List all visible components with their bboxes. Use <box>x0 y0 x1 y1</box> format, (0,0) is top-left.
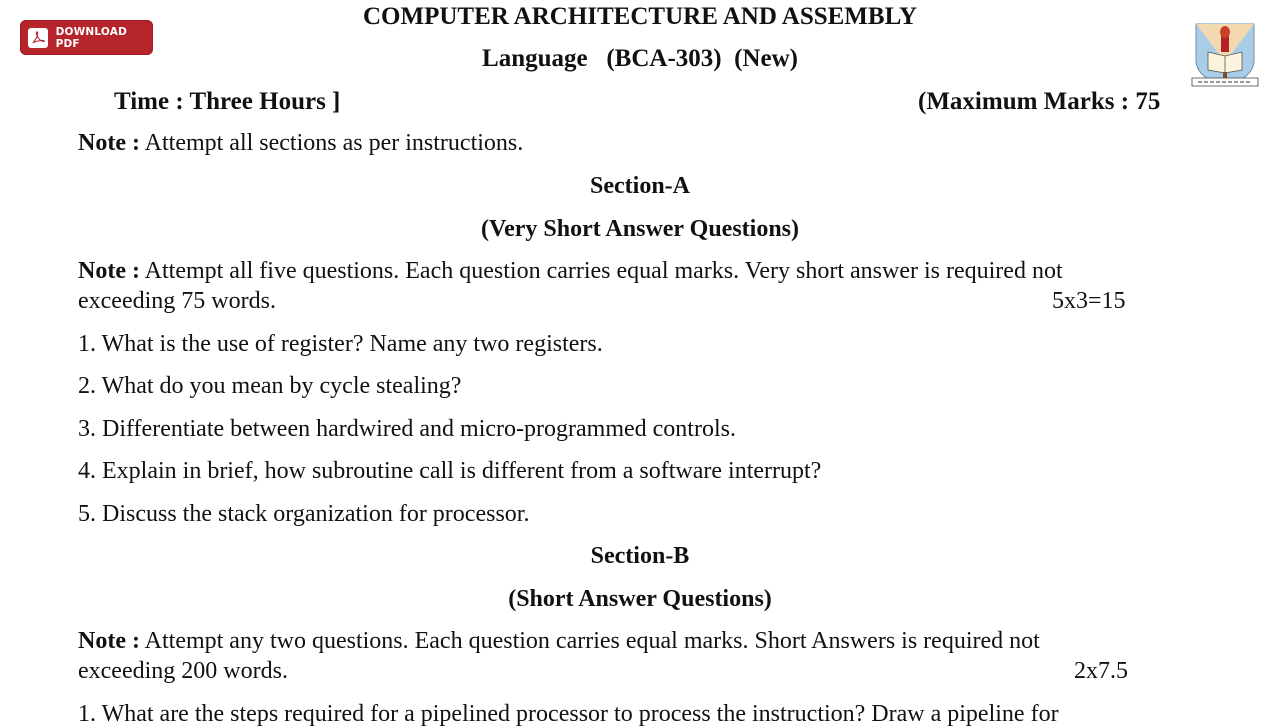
question-a4: 4. Explain in brief, how subroutine call is different from a software interrupt? <box>78 458 822 484</box>
note-text: Attempt all sections as per instructions. <box>139 130 524 156</box>
section-a-title: Section-A <box>590 173 690 199</box>
time-duration: Time : Three Hours ] <box>114 88 341 115</box>
section-a-subtitle: (Very Short Answer Questions) <box>480 216 799 242</box>
paper-title: COMPUTER ARCHITECTURE AND ASSEMBLY <box>362 3 918 30</box>
section-b-marks: 2x7.5 <box>1074 658 1128 684</box>
general-note <box>78 130 523 157</box>
question-a2: 2. What do you mean by cycle stealing? <box>78 373 462 399</box>
section-b-note-line2: exceeding 200 words. <box>78 658 288 684</box>
question-a3: 3. Differentiate between hardwired and micro-programmed controls. <box>78 416 736 442</box>
section-b-subtitle: (Short Answer Questions) <box>508 586 772 612</box>
question-a1: 1. What is the use of register? Name any two registers. <box>78 331 603 357</box>
paper-subtitle-text: Language (BCA-303) (New) <box>482 45 798 72</box>
note-label: Note : <box>78 628 140 654</box>
note-text: Attempt any two questions. Each question carries equal marks. Short Answers is required not <box>139 628 1040 654</box>
section-a-marks: 5x3=15 <box>1052 288 1126 314</box>
question-b1: 1. What are the steps required for a pipelined processor to process the instruction? Draw a pipeline for <box>78 701 1059 727</box>
section-b-title: Section-B <box>590 543 690 569</box>
note-text: Attempt all five questions. Each question carries equal marks. Very short answer is required not <box>139 258 1063 284</box>
note-label: Note : <box>78 258 140 284</box>
maximum-marks: (Maximum Marks : 75 <box>918 88 1161 115</box>
section-b-note <box>78 628 1040 655</box>
note-label: Note : <box>78 130 140 156</box>
download-pdf-label: DOWNLOAD PDF <box>55 25 128 50</box>
question-a5: 5. Discuss the stack organization for processor. <box>78 501 530 527</box>
section-a-note <box>78 258 1063 285</box>
paper-subtitle <box>0 45 1280 73</box>
section-a-note-line2: exceeding 75 words. <box>78 288 276 314</box>
